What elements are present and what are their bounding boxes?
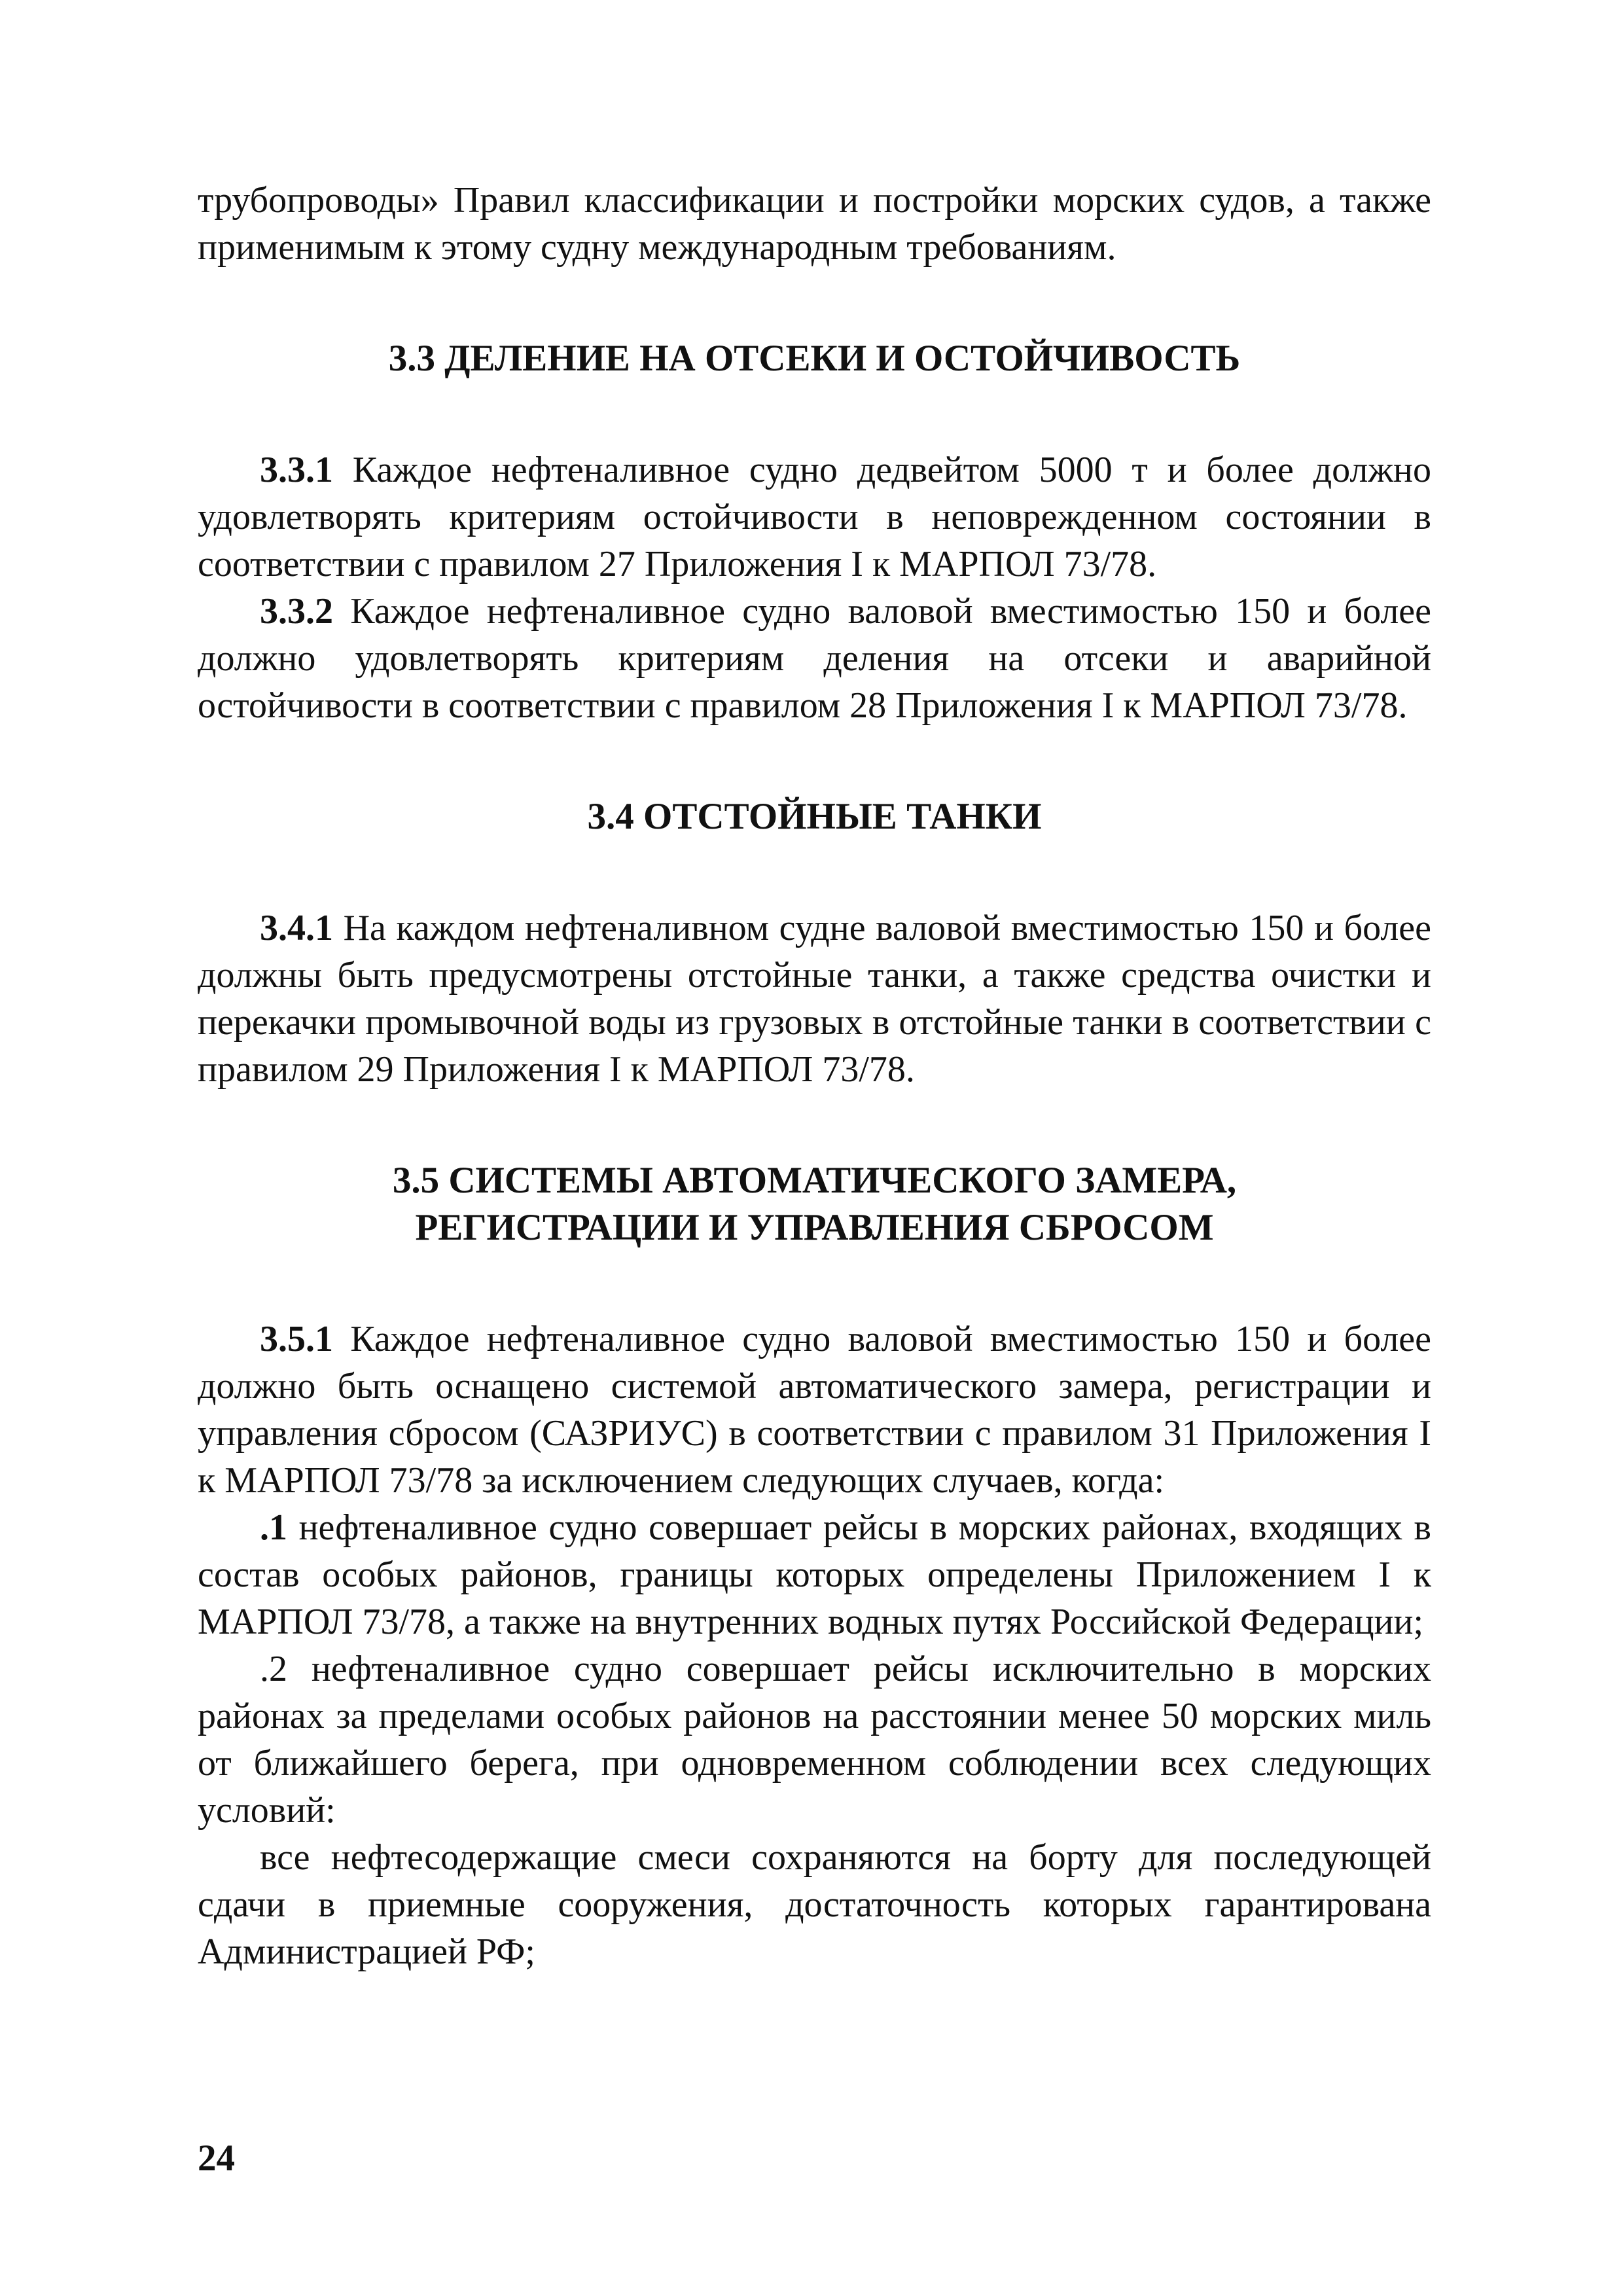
list-item-text: нефтеналивное судно совершает рейсы исключительно в морских районах за пределами особых районов на расстоянии менее 50 морских миль от ближайшего берега, при одновременном соблюдении всех следующих условий:: [198, 1649, 1431, 1831]
heading-line: 3.5 СИСТЕМЫ АВТОМАТИЧЕСКОГО ЗАМЕРА,: [392, 1160, 1237, 1201]
paragraph-text: На каждом нефтеналивном судне валовой вместимостью 150 и более должны быть предусмотрены отстойные танки, а также средства очистки и перекачки промывочной воды из грузовых в отстойные танки в соответствии с правилом 29 Приложения I к МАРПОЛ 73/78.: [198, 908, 1431, 1090]
condition-paragraph: [198, 1834, 1431, 1975]
document-page: [198, 177, 1431, 1975]
paragraph-text: Каждое нефтеналивное судно валовой вместимостью 150 и более должно быть оснащено системой автоматического замера, регистрации и управления сбросом (САЗРИУС) в соответствии с правилом 31 Приложения I к МАРПОЛ 73/78 за исключением следующих случаев, когда:: [198, 1319, 1431, 1501]
continuation-paragraph: трубопроводы» Правил классификации и постройки морских судов, а также применимым к этому судну международным требованиям.: [198, 180, 1431, 268]
paragraph-3-3-1: [198, 446, 1431, 588]
section-heading-3-4: [198, 793, 1431, 840]
paragraph-text: Каждое нефтеналивное судно валовой вместимостью 150 и более должно удовлетворять критериям деления на отсеки и аварийной остойчивости в соответствии с правилом 28 Приложения I к МАРПОЛ 73/78.: [198, 591, 1431, 726]
section-heading-3-3: [198, 335, 1431, 382]
paragraph-number: 3.3.2: [260, 591, 333, 632]
heading-line: РЕГИСТРАЦИИ И УПРАВЛЕНИЯ СБРОСОМ: [415, 1207, 1214, 1248]
heading-line: 3.4 ОТСТОЙНЫЕ ТАНКИ: [587, 796, 1042, 837]
list-item-1: [198, 1504, 1431, 1645]
page-number: 24: [198, 2138, 235, 2179]
condition-text: все нефтесодержащие смеси сохраняются на борту для последующей сдачи в приемные сооружения, достаточность которых гарантирована Администрацией РФ;: [198, 1837, 1431, 1972]
section-heading-3-5: [198, 1157, 1431, 1251]
paragraph-number: 3.3.1: [260, 450, 333, 490]
heading-line: 3.3 ДЕЛЕНИЕ НА ОТСЕКИ И ОСТОЙЧИВОСТЬ: [388, 338, 1241, 379]
paragraph-number: 3.4.1: [260, 908, 333, 948]
list-item-number: .1: [260, 1507, 287, 1548]
paragraph-3-3-2: [198, 588, 1431, 729]
paragraph-3-4-1: [198, 905, 1431, 1093]
list-item-text: нефтеналивное судно совершает рейсы в морских районах, входящих в состав особых районов, границы которых определены Приложением I к МАРПОЛ 73/78, а также на внутренних водных путях Российской Федерации;: [198, 1507, 1431, 1642]
list-item-number: .2: [260, 1649, 287, 1689]
list-item-2: [198, 1645, 1431, 1834]
paragraph-number: 3.5.1: [260, 1319, 333, 1359]
paragraph-text: Каждое нефтеналивное судно дедвейтом 5000 т и более должно удовлетворять критериям остойчивости в неповрежденном состоянии в соответствии с правилом 27 Приложения I к МАРПОЛ 73/78.: [198, 450, 1431, 584]
paragraph-3-5-1: [198, 1316, 1431, 1504]
